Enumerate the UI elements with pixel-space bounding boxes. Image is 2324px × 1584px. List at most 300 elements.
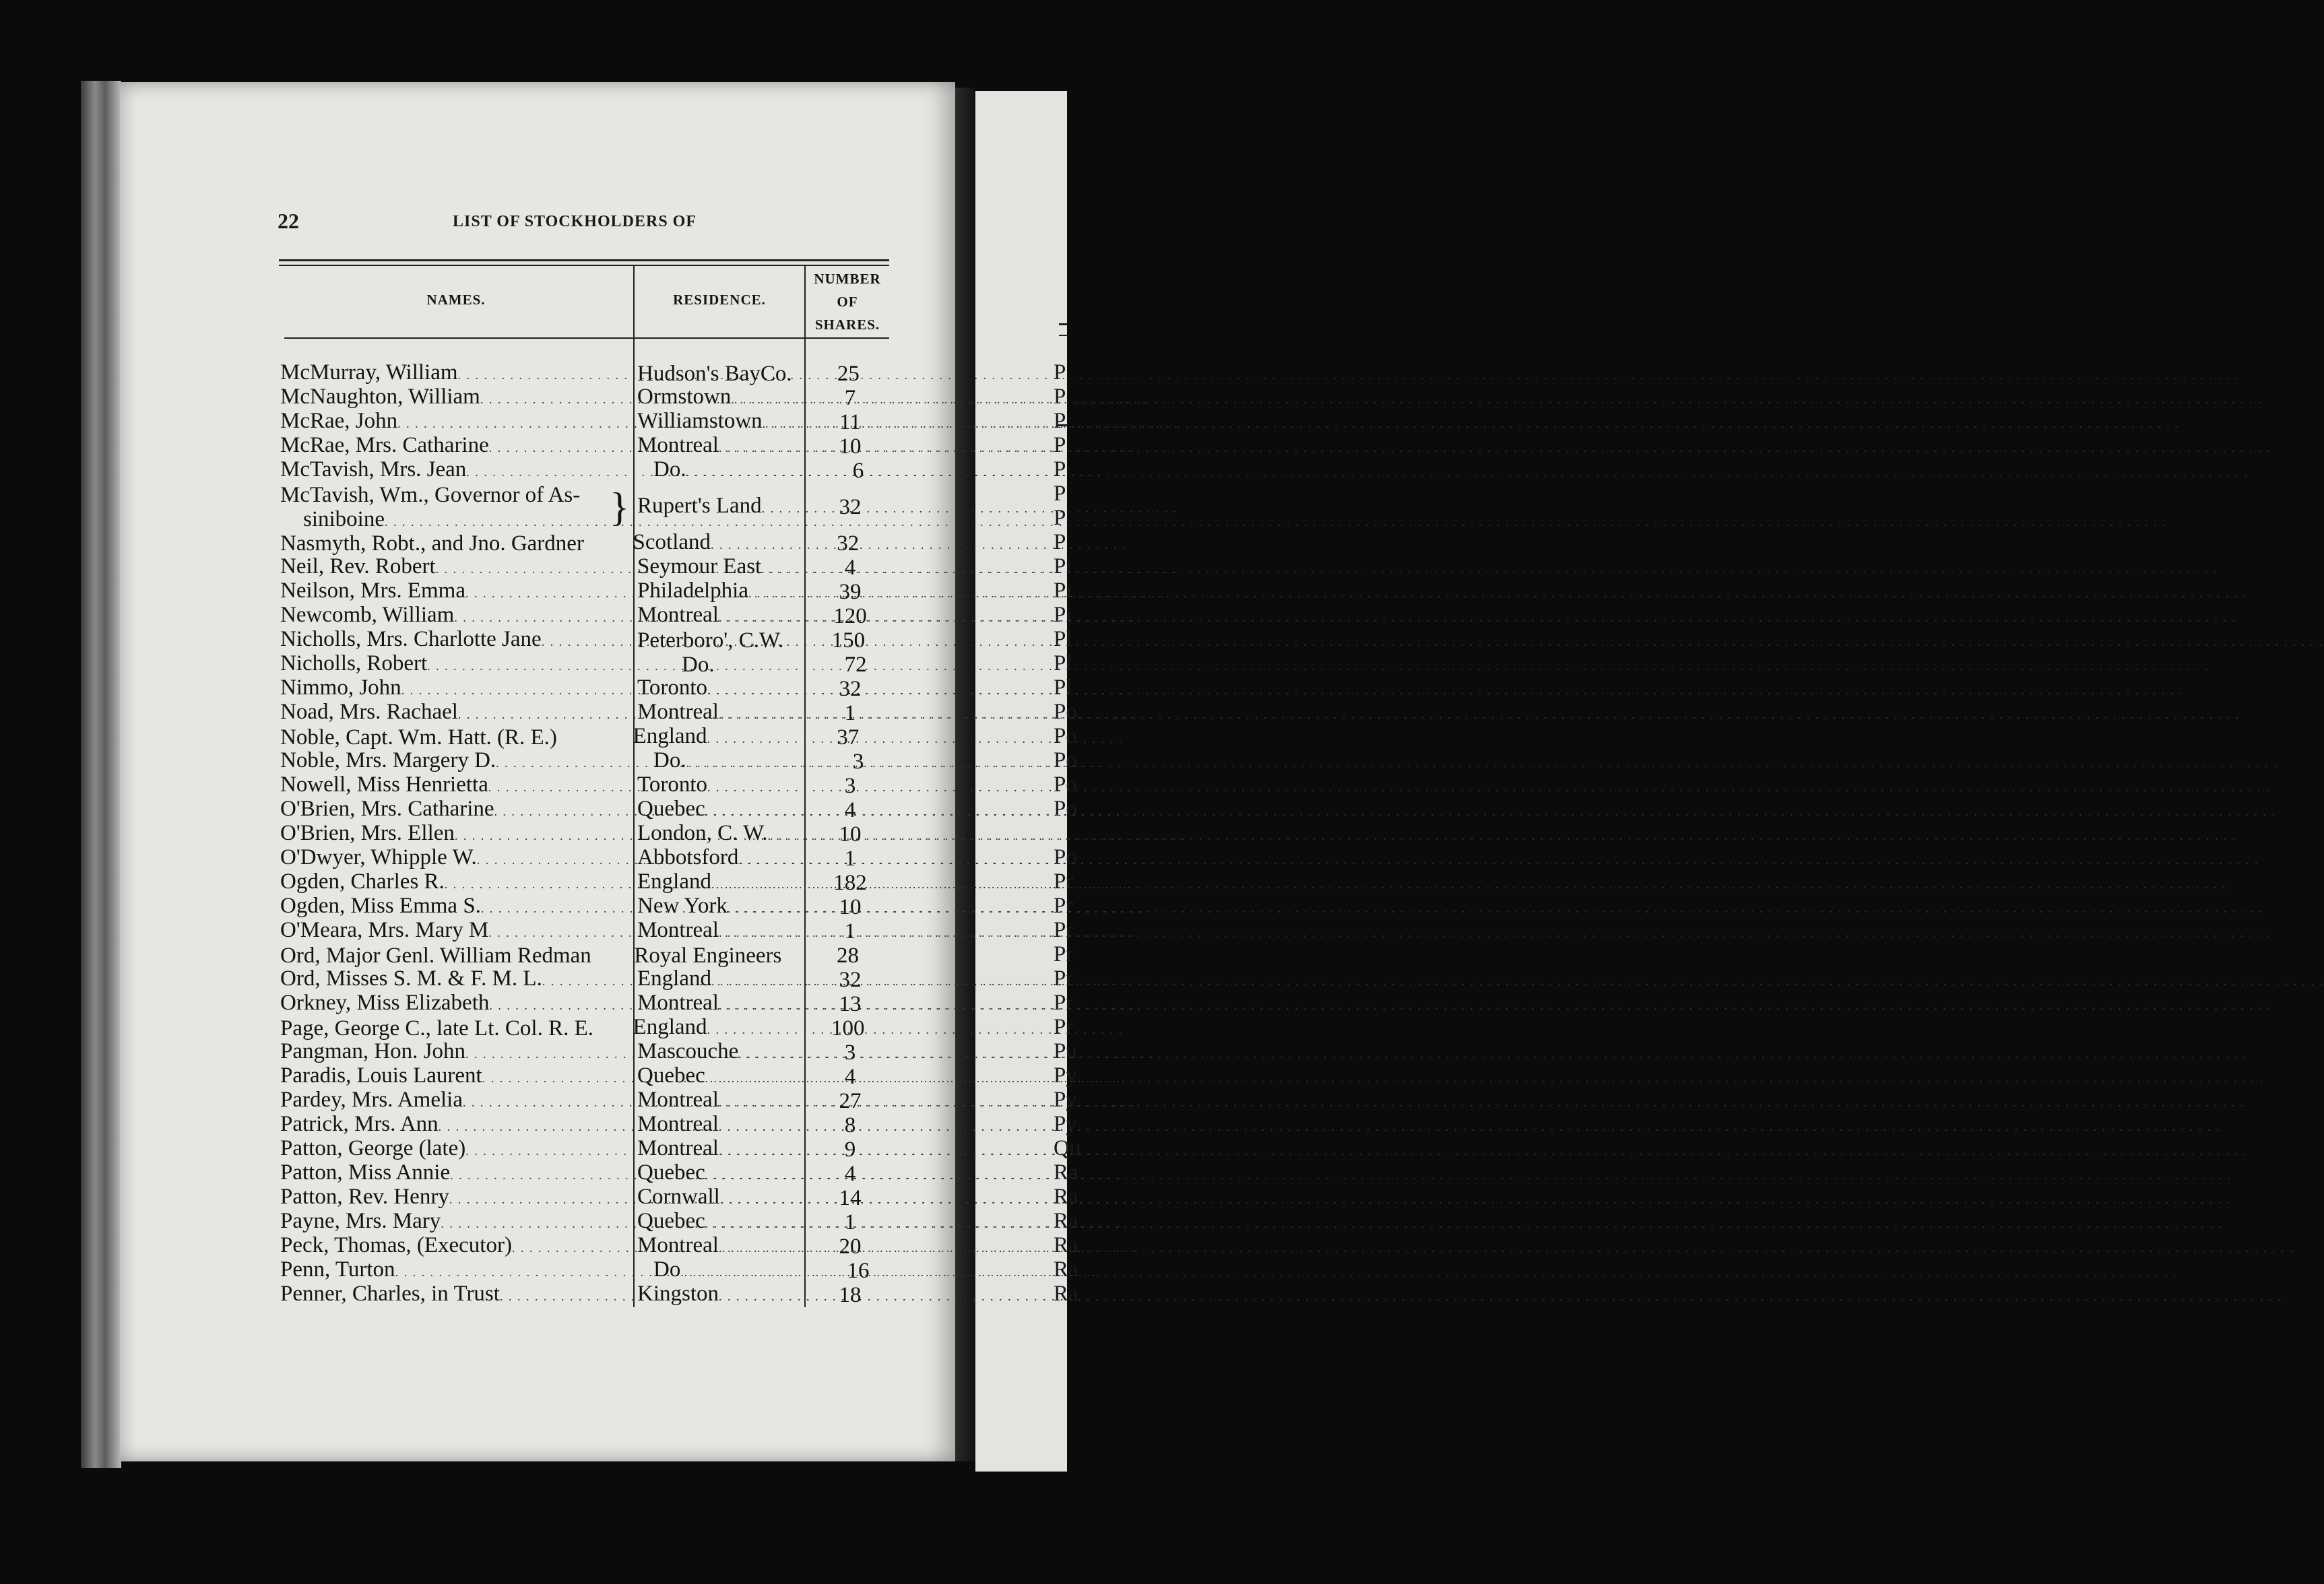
book-spine — [81, 81, 121, 1468]
header-rule — [284, 337, 636, 339]
residence — [629, 1088, 808, 1115]
table-row — [279, 1089, 889, 1113]
share-count: 28 — [837, 944, 860, 968]
share-count: 1 — [844, 919, 856, 944]
residence — [629, 821, 808, 848]
share-count: 3 — [844, 1041, 856, 1065]
residence-text: Cornwall — [637, 1185, 720, 1209]
share-count: 13 — [839, 992, 862, 1016]
residence-text: Williamstown — [637, 409, 763, 433]
stockholder-name — [279, 944, 626, 968]
table-row — [279, 410, 889, 434]
share-count: 4 — [844, 798, 856, 822]
residence — [629, 772, 808, 799]
residence — [625, 724, 804, 751]
stockholder-name-text: Pangman, Hon. John — [280, 1039, 465, 1063]
leader-dots — [707, 675, 1124, 702]
residence — [629, 1112, 808, 1139]
stockholder-name-text: McRae, Mrs. Catharine — [280, 433, 489, 457]
stockholders-table — [279, 259, 889, 1317]
share-count: 7 — [844, 386, 856, 410]
share-count: 72 — [844, 653, 867, 677]
stockholder-name — [279, 894, 629, 921]
residence — [629, 1039, 808, 1066]
table-row — [279, 944, 889, 968]
leader-dots — [705, 1209, 1122, 1236]
share-count: 6 — [852, 459, 864, 483]
residence-text: England — [633, 724, 707, 748]
stockholder-name — [279, 1160, 629, 1187]
share-count: 100 — [831, 1016, 865, 1041]
stockholder-name-text: Patton, Rev. Henry — [280, 1185, 449, 1209]
leader-dots — [719, 1136, 1135, 1163]
facing-page-rule — [1059, 335, 1067, 336]
facing-page-fragment: Po — [1054, 845, 1077, 869]
share-count: 32 — [837, 531, 860, 556]
leader-dots — [738, 845, 1155, 872]
stockholder-name-text: McMurray, William — [280, 360, 458, 385]
facing-page-fragment: Pr — [1054, 942, 1074, 966]
table-row — [279, 434, 889, 459]
stockholder-name-text: Peck, Thomas, (Executor) — [280, 1233, 512, 1257]
table-row — [279, 628, 889, 653]
page-number: 22 — [278, 209, 299, 233]
residence-text: Do. — [653, 748, 686, 772]
table-top-rule — [279, 265, 889, 266]
facing-page-fragment: Po — [1054, 724, 1077, 748]
stockholder-name — [279, 725, 625, 750]
stockholder-name — [279, 1136, 629, 1163]
stockholder-name — [279, 385, 629, 411]
facing-page-fragment: Po — [1054, 700, 1077, 724]
residence-text: Quebec — [637, 797, 705, 821]
residence-text: Royal Engineers — [634, 944, 782, 968]
residence-text: Montreal — [637, 700, 719, 724]
table-row — [279, 362, 889, 386]
facing-page-fragment: Pr — [1054, 894, 1074, 918]
stockholder-name — [279, 966, 629, 993]
share-count: 10 — [839, 822, 862, 847]
column-header-residence: RESIDENCE. — [673, 292, 766, 308]
facing-page-fragment: Pi — [1054, 554, 1072, 579]
stockholder-name — [279, 1112, 629, 1139]
stockholder-name — [279, 1185, 629, 1212]
facing-page-fragment: Ra — [1054, 1209, 1078, 1233]
share-count: 32 — [839, 677, 862, 701]
table-row — [279, 847, 889, 871]
share-count: 182 — [833, 871, 867, 895]
residence — [629, 603, 808, 630]
stockholder-name — [279, 651, 629, 678]
column-header-shares-line: NUMBER — [814, 271, 881, 287]
table-row — [279, 1234, 889, 1259]
share-count: 3 — [844, 774, 856, 798]
share-count: 9 — [844, 1137, 856, 1162]
stockholder-name-text: O'Brien, Mrs. Catharine — [280, 797, 494, 821]
table-row — [279, 895, 889, 919]
residence — [629, 845, 808, 872]
residence-text: Scotland — [633, 530, 711, 554]
stockholder-name-text: Noble, Capt. Wm. Hatt. (R. E.) — [280, 725, 557, 750]
table-row — [279, 1162, 889, 1186]
share-count: 14 — [839, 1186, 862, 1210]
stockholder-name-text: Ord, Misses S. M. & F. M. L. — [280, 966, 542, 991]
residence — [629, 1257, 825, 1284]
stockholder-name-line: siniboine — [303, 507, 385, 531]
stockholder-name-text: Patton, George (late) — [280, 1136, 466, 1160]
leader-dots — [719, 603, 1135, 630]
residence — [629, 675, 808, 702]
stockholder-name — [279, 1209, 629, 1236]
share-count: 4 — [844, 1065, 856, 1089]
leader-dots — [731, 385, 1147, 411]
residence-text: Quebec — [637, 1160, 705, 1185]
leader-dots — [738, 1039, 1155, 1066]
facing-page-fragment: P — [1054, 409, 1066, 433]
stockholder-name — [279, 918, 629, 945]
leader-dots — [719, 1282, 1135, 1309]
residence — [629, 1160, 808, 1187]
stockholder-name-text: O'Dwyer, Whipple W. — [280, 845, 477, 869]
facing-page-fragment: Ra — [1054, 1257, 1078, 1282]
table-row — [279, 774, 889, 798]
page-header — [278, 209, 897, 236]
facing-page-fragment: Ra — [1054, 1282, 1078, 1306]
facing-page-fragment: Pi — [1054, 579, 1072, 603]
share-count: 1 — [844, 701, 856, 725]
stockholder-name — [279, 409, 629, 436]
leader-dots — [719, 433, 1135, 460]
stockholder-name — [279, 483, 629, 531]
facing-page-rule — [1059, 323, 1067, 325]
table-row — [279, 483, 889, 531]
facing-page-fragment: Pl — [1054, 675, 1072, 700]
facing-page-fragment: P — [1054, 457, 1066, 482]
residence — [629, 409, 808, 436]
facing-page-fragment: Py — [1054, 1088, 1077, 1112]
residence-text: Montreal — [637, 991, 719, 1015]
leader-dots — [719, 1088, 1135, 1115]
residence-text: Rupert's Land — [637, 494, 762, 518]
stockholder-name-text: Neil, Rev. Robert — [280, 554, 436, 579]
residence — [629, 918, 808, 945]
leader-dots — [719, 991, 1135, 1018]
share-count: 3 — [852, 750, 864, 774]
table-row — [279, 1041, 889, 1065]
stockholder-name-text: Patton, Miss Annie — [280, 1160, 451, 1185]
stockholder-name — [279, 845, 629, 872]
residence — [629, 966, 808, 993]
running-title: LIST OF STOCKHOLDERS OF — [453, 213, 697, 230]
residence-text: Montreal — [637, 1088, 719, 1112]
table-row — [279, 798, 889, 822]
residence — [629, 1209, 808, 1236]
stockholder-name-text: Page, George C., late Lt. Col. R. E. — [280, 1016, 593, 1041]
stockholder-name — [279, 531, 625, 556]
leader-dots — [707, 724, 1124, 751]
facing-page-fragment: Po — [1054, 772, 1077, 797]
share-count: 39 — [839, 580, 862, 604]
table-row — [279, 580, 889, 604]
residence-text: New York — [637, 894, 728, 918]
share-count: 4 — [844, 556, 856, 580]
table-row — [279, 653, 889, 677]
residence-text: Toronto — [637, 772, 708, 797]
share-count: 20 — [839, 1234, 862, 1259]
brace-mark: } — [610, 485, 629, 529]
stockholder-name — [279, 554, 629, 581]
table-row — [279, 1137, 889, 1162]
facing-page-fragment: P — [1054, 530, 1066, 554]
share-count: 10 — [839, 434, 862, 459]
share-count: 37 — [837, 725, 860, 750]
stockholder-name — [279, 991, 629, 1018]
facing-page-fragment: Py — [1054, 1112, 1077, 1136]
share-count: 11 — [839, 410, 861, 434]
leader-dots — [719, 1112, 1135, 1139]
table-row — [279, 1113, 889, 1137]
table-row — [279, 604, 889, 628]
stockholder-name-text: O'Meara, Mrs. Mary M — [280, 918, 489, 942]
table-row — [279, 531, 889, 556]
column-header-names: NAMES. — [426, 292, 486, 308]
table-row — [279, 871, 889, 895]
residence — [625, 530, 804, 557]
leader-dots — [705, 1063, 1122, 1090]
facing-page-fragment: Ra — [1054, 1233, 1078, 1257]
leader-dots — [686, 748, 1103, 775]
table-row — [279, 822, 889, 847]
leader-dots — [711, 530, 1127, 557]
stockholder-name — [279, 1257, 629, 1284]
column-header-shares-line: SHARES. — [814, 317, 880, 333]
share-count: 1 — [844, 1210, 856, 1234]
share-count: 32 — [839, 495, 862, 519]
stockholder-name — [279, 360, 629, 387]
residence-text: England — [637, 966, 711, 991]
residence — [629, 362, 805, 386]
stockholder-name — [279, 433, 629, 460]
facing-page-fragment: Qu — [1054, 1136, 1081, 1160]
residence — [629, 1185, 808, 1212]
stockholder-name-text: Payne, Mrs. Mary — [280, 1209, 441, 1233]
leader-dots — [705, 1160, 1122, 1187]
leader-dots — [686, 457, 1103, 484]
residence-text: Do. — [682, 653, 715, 677]
table-top-rule — [279, 259, 889, 261]
residence — [629, 797, 808, 824]
share-count: 18 — [839, 1283, 862, 1307]
table-body — [279, 362, 889, 1307]
residence — [629, 457, 825, 484]
residence-text: Do — [653, 1257, 681, 1282]
residence-text: England — [637, 869, 711, 894]
stockholder-name-text: Paradis, Louis Laurent — [280, 1063, 482, 1088]
share-count: 27 — [839, 1089, 862, 1113]
stockholder-name — [279, 821, 629, 848]
stockholder-name-text: Orkney, Miss Elizabeth — [280, 991, 490, 1015]
stockholder-name-text: McTavish, Mrs. Jean — [280, 457, 467, 482]
stockholder-name — [279, 1016, 625, 1041]
stockholder-name-text: McNaughton, William — [280, 385, 480, 409]
stockholder-name-text: McRae, John — [280, 409, 398, 433]
residence — [629, 1233, 808, 1260]
residence-text: Mascouche — [637, 1039, 739, 1063]
table-row — [279, 919, 889, 944]
residence — [625, 1015, 804, 1042]
table-row — [279, 459, 889, 483]
leader-dots — [719, 918, 1135, 945]
stockholder-name-text: Nicholls, Robert — [280, 651, 428, 675]
leader-dots — [719, 700, 1135, 727]
facing-page-fragment: Pl — [1054, 627, 1072, 651]
stockholder-name-text: Newcomb, William — [280, 603, 455, 627]
leader-dots — [705, 797, 1122, 824]
residence-text: Montreal — [637, 918, 719, 942]
share-count: 4 — [844, 1162, 856, 1186]
table-row — [279, 386, 889, 410]
stockholder-name — [279, 627, 629, 654]
residence-text: Seymour East — [637, 554, 762, 579]
facing-page-fragment: Pr — [1054, 918, 1074, 942]
facing-page-fragment: Pr — [1054, 991, 1074, 1015]
residence-text: Toronto — [637, 675, 708, 700]
column-header-shares — [806, 267, 889, 336]
table-row — [279, 677, 889, 701]
table-row — [279, 1016, 889, 1041]
table-row — [279, 701, 889, 725]
stockholder-name — [279, 675, 629, 702]
residence-text: Montreal — [637, 1233, 719, 1257]
stockholder-name — [279, 1233, 629, 1260]
header-rule — [807, 337, 889, 339]
stockholder-name-text: Nasmyth, Robt., and Jno. Gardner — [280, 531, 584, 556]
table-row — [279, 1065, 889, 1089]
facing-page-fragment: P — [1054, 433, 1066, 457]
residence — [629, 579, 808, 605]
facing-page-fragment: Po — [1054, 748, 1077, 772]
residence-text: Philadelphia — [637, 579, 748, 603]
facing-page-fragment: Ra — [1054, 1185, 1078, 1209]
facing-page-fragment: Pr — [1054, 869, 1074, 894]
share-count: 10 — [839, 895, 862, 919]
residence-text: Montreal — [637, 1136, 719, 1160]
residence — [629, 748, 825, 775]
leader-dots — [707, 772, 1124, 799]
stockholder-name-text: Patrick, Mrs. Ann — [280, 1112, 439, 1136]
residence — [629, 700, 808, 727]
stockholder-name-text: Noble, Mrs. Margery D. — [280, 748, 496, 772]
residence — [629, 1136, 808, 1163]
table-row — [279, 750, 889, 774]
column-header-shares-line: OF — [837, 294, 858, 310]
table-row — [279, 1283, 889, 1307]
leader-dots — [385, 507, 2167, 531]
facing-page-fragment: Pr — [1054, 966, 1074, 991]
share-count: 32 — [839, 968, 862, 992]
facing-page-fragment: Ra — [1054, 1160, 1078, 1185]
stockholder-name — [279, 579, 629, 605]
residence-text: Ormstown — [637, 385, 732, 409]
header-rule — [636, 337, 807, 339]
residence — [629, 1282, 808, 1309]
leader-dots — [720, 1185, 1136, 1212]
table-row — [279, 556, 889, 580]
share-count: 25 — [837, 362, 860, 386]
facing-page-fragment: P — [1054, 506, 1066, 530]
facing-page-fragment: Pu — [1054, 1039, 1077, 1063]
residence-text: Peterboro', C.W. — [637, 628, 784, 653]
residence — [626, 944, 804, 968]
facing-page-fragment: P — [1054, 360, 1066, 385]
stockholder-name — [279, 869, 629, 896]
stockholder-name — [279, 700, 629, 727]
residence — [629, 554, 808, 581]
share-count: 120 — [833, 604, 867, 628]
leader-dots — [711, 869, 1128, 896]
residence — [629, 1063, 808, 1090]
residence-text: Abbotsford — [637, 845, 739, 869]
share-count: 8 — [844, 1113, 856, 1137]
stockholder-name-text: Neilson, Mrs. Emma — [280, 579, 465, 603]
stockholder-name — [279, 603, 629, 630]
residence-text: Montreal — [637, 1112, 719, 1136]
leader-dots — [707, 1015, 1124, 1042]
share-count: 16 — [847, 1259, 870, 1283]
stockholder-name — [279, 1088, 629, 1115]
share-count: 1 — [844, 847, 856, 871]
stockholder-name-text: Ord, Major Genl. William Redman — [280, 944, 591, 968]
table-row — [279, 1186, 889, 1210]
residence-text: Kingston — [637, 1282, 719, 1306]
residence — [629, 653, 819, 677]
table-row — [279, 1210, 889, 1234]
table-row — [279, 992, 889, 1016]
stockholder-name — [279, 1039, 629, 1066]
facing-page-fragment: Py — [1054, 1063, 1077, 1088]
stockholder-name — [279, 1282, 629, 1309]
residence-text: Do. — [653, 457, 686, 482]
leader-dots — [728, 894, 1144, 921]
residence — [629, 894, 808, 921]
residence-text: Quebec — [637, 1063, 705, 1088]
stockholder-name — [279, 457, 629, 484]
residence-text: London, C. W. — [637, 821, 768, 845]
residence-text: England — [633, 1015, 707, 1039]
table-row — [279, 725, 889, 750]
stockholder-name-text: Noad, Mrs. Rachael — [280, 700, 458, 724]
residence-text: Montreal — [637, 603, 719, 627]
residence-text: Quebec — [637, 1209, 705, 1233]
facing-page-fragment: Po — [1054, 797, 1077, 821]
table-row — [279, 968, 889, 992]
share-count: 150 — [831, 628, 866, 653]
facing-page-fragment: Pi — [1054, 603, 1072, 627]
facing-page-fragment: Pr — [1054, 1015, 1074, 1039]
facing-page-fragment: P — [1054, 482, 1066, 506]
residence — [629, 869, 808, 896]
stockholder-name-text: Penner, Charles, in Trust — [280, 1282, 500, 1306]
stockholder-name — [279, 748, 629, 775]
stockholder-name-text: Penn, Turton — [280, 1257, 395, 1282]
table-row — [279, 1259, 889, 1283]
residence — [629, 385, 808, 411]
residence-text: Montreal — [637, 433, 719, 457]
stockholder-name — [279, 797, 629, 824]
stockholder-name-text: Pardey, Mrs. Amelia — [280, 1088, 463, 1112]
leader-dots — [711, 966, 1128, 993]
residence-text: Hudson's BayCo. — [637, 362, 792, 386]
